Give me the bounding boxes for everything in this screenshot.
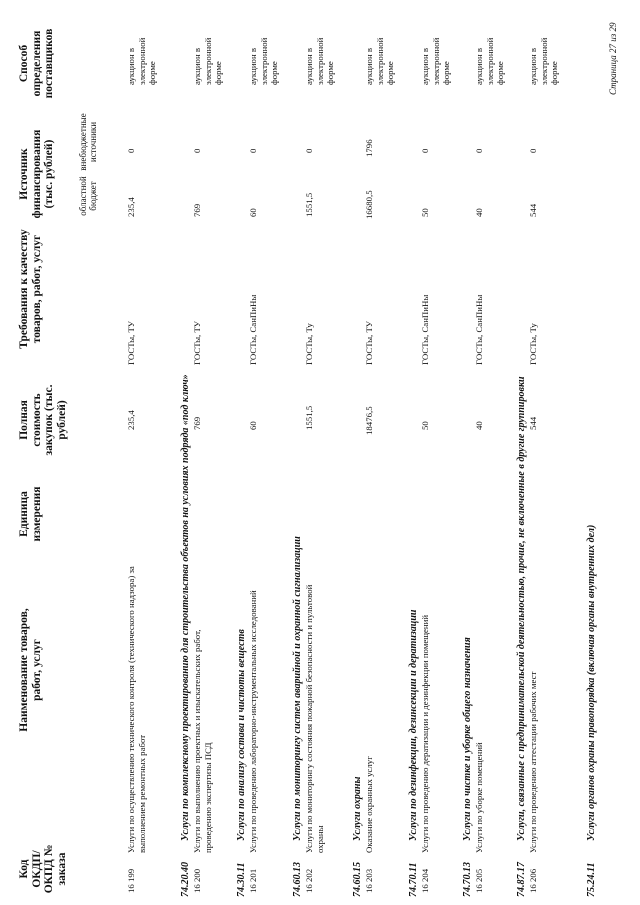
item-regional: 769 <box>192 203 202 217</box>
item-requirements: ГОСТы, ТУ <box>126 320 136 365</box>
header-method: Способ определения поставщиков <box>18 28 55 99</box>
item-requirements: ГОСТы, СанПиНы <box>248 294 258 365</box>
order-number: 16 199 <box>126 868 136 893</box>
header-code: Код ОКДП/ ОКПД № заказа <box>18 844 68 894</box>
item-method: аукцион в электронной форме <box>126 37 157 85</box>
section-code: 75.24.11 <box>586 862 597 897</box>
header-requirements: Требования к качеству товаров, работ, услуг <box>18 229 43 349</box>
item-cost: 18476,5 <box>364 406 374 435</box>
item-cost: 50 <box>420 421 430 430</box>
item-regional: 40 <box>474 208 484 217</box>
item-method: аукцион в электронной форме <box>528 37 559 85</box>
section-code: 74.70.13 <box>462 862 473 897</box>
item-extra: 0 <box>192 148 202 153</box>
item-regional: 16680,5 <box>364 190 374 219</box>
item-cost: 769 <box>192 416 202 430</box>
item-extra: 0 <box>126 148 136 153</box>
item-name: Услуги по проведению дератизации и дезинфекции помещений <box>420 614 430 853</box>
header-unit: Единица измерения <box>18 486 43 542</box>
item-name: Услуги по уборке помещений <box>474 742 484 853</box>
page-number: Страница 27 из 29 <box>608 22 618 95</box>
item-name: Услуги по мониторингу состояния пожарной безопасности и пультовой охраны <box>304 584 325 853</box>
item-requirements: ГОСТы, ТУ <box>192 320 202 365</box>
header-source-extra: внебюджетные источники <box>78 113 98 171</box>
section-title: Услуги, связанные с предпринимательской деятельностью, прочие, не включенные в другие группировки <box>516 376 527 841</box>
item-name: Оказание охранных услуг <box>364 756 374 853</box>
item-requirements: ГОСТы, СанПиНы <box>420 294 430 365</box>
section-title: Услуги по анализу состава и чистоты веществ <box>236 629 247 841</box>
item-cost: 544 <box>528 416 538 430</box>
item-requirements: ГОСТы, Ту <box>304 323 314 365</box>
item-regional: 544 <box>528 203 538 217</box>
order-number: 16 203 <box>364 868 374 893</box>
item-extra: 1796 <box>364 139 374 157</box>
item-method: аукцион в электронной форме <box>420 37 451 85</box>
header-source-regional: областной бюджет <box>78 176 98 216</box>
section-title: Услуги по мониторингу систем аварийной и охранной сигнализации <box>292 536 303 841</box>
item-extra: 0 <box>420 148 430 153</box>
item-extra: 0 <box>304 148 314 153</box>
item-method: аукцион в электронной форме <box>192 37 223 85</box>
item-name: Услуги по выполнению проектных и изыскательских работ, проведению экспертизы ПСД <box>192 629 213 853</box>
section-code: 74.87.17 <box>516 862 527 897</box>
section-code: 74.30.11 <box>236 862 247 897</box>
item-cost: 60 <box>248 421 258 430</box>
item-extra: 0 <box>474 148 484 153</box>
section-title: Услуги органов охраны правопорядка (включая органы внутренних дел) <box>586 524 597 841</box>
header-cost: Полная стоимость закупок (тыс. рублей) <box>18 384 68 456</box>
item-name: Услуги по осуществлению технического контроля (технического надзора) за выполнением ремонтных работ <box>126 566 147 853</box>
section-code: 74.60.15 <box>352 862 363 897</box>
item-regional: 60 <box>248 208 258 217</box>
item-cost: 235,4 <box>126 410 136 430</box>
section-code: 74.60.13 <box>292 862 303 897</box>
section-title: Услуги по комплексному проектированию для строительства объектов на условиях подряда «под ключ» <box>180 374 191 841</box>
item-regional: 235,4 <box>126 197 136 217</box>
section-title: Услуги по чистке и уборке общего назначения <box>462 637 473 841</box>
item-cost: 40 <box>474 421 484 430</box>
order-number: 16 202 <box>304 868 314 893</box>
item-method: аукцион в электронной форме <box>364 37 395 85</box>
item-requirements: ГОСТы, СанПиНы <box>474 294 484 365</box>
item-extra: 0 <box>248 148 258 153</box>
item-requirements: ГОСТы, ТУ <box>364 320 374 365</box>
item-method: аукцион в электронной форме <box>474 37 505 85</box>
item-extra: 0 <box>528 148 538 153</box>
order-number: 16 200 <box>192 868 202 893</box>
item-requirements: ГОСТы, Ту <box>528 323 538 365</box>
section-code: 74.20.40 <box>180 862 191 897</box>
order-number: 16 206 <box>528 868 538 893</box>
order-number: 16 205 <box>474 868 484 893</box>
order-number: 16 201 <box>248 868 258 893</box>
section-title: Услуги охраны <box>352 776 363 841</box>
header-source: Источник финансирования (тыс. рублей) <box>18 129 55 219</box>
item-method: аукцион в электронной форме <box>248 37 279 85</box>
section-code: 74.70.11 <box>408 862 419 897</box>
item-regional: 1551,5 <box>304 192 314 217</box>
item-name: Услуги по проведению лабораторно-инструментальных исследований <box>248 590 258 853</box>
order-number: 16 204 <box>420 868 430 893</box>
section-title: Услуги по дезинфекции, дезинсекции и дератизации <box>408 609 419 841</box>
item-cost: 1551,5 <box>304 405 314 430</box>
item-regional: 50 <box>420 208 430 217</box>
item-name: Услуги по проведению аттестации рабочих мест <box>528 671 538 853</box>
item-method: аукцион в электронной форме <box>304 37 335 85</box>
header-name: Наименование товаров, работ, услуг <box>18 608 43 732</box>
